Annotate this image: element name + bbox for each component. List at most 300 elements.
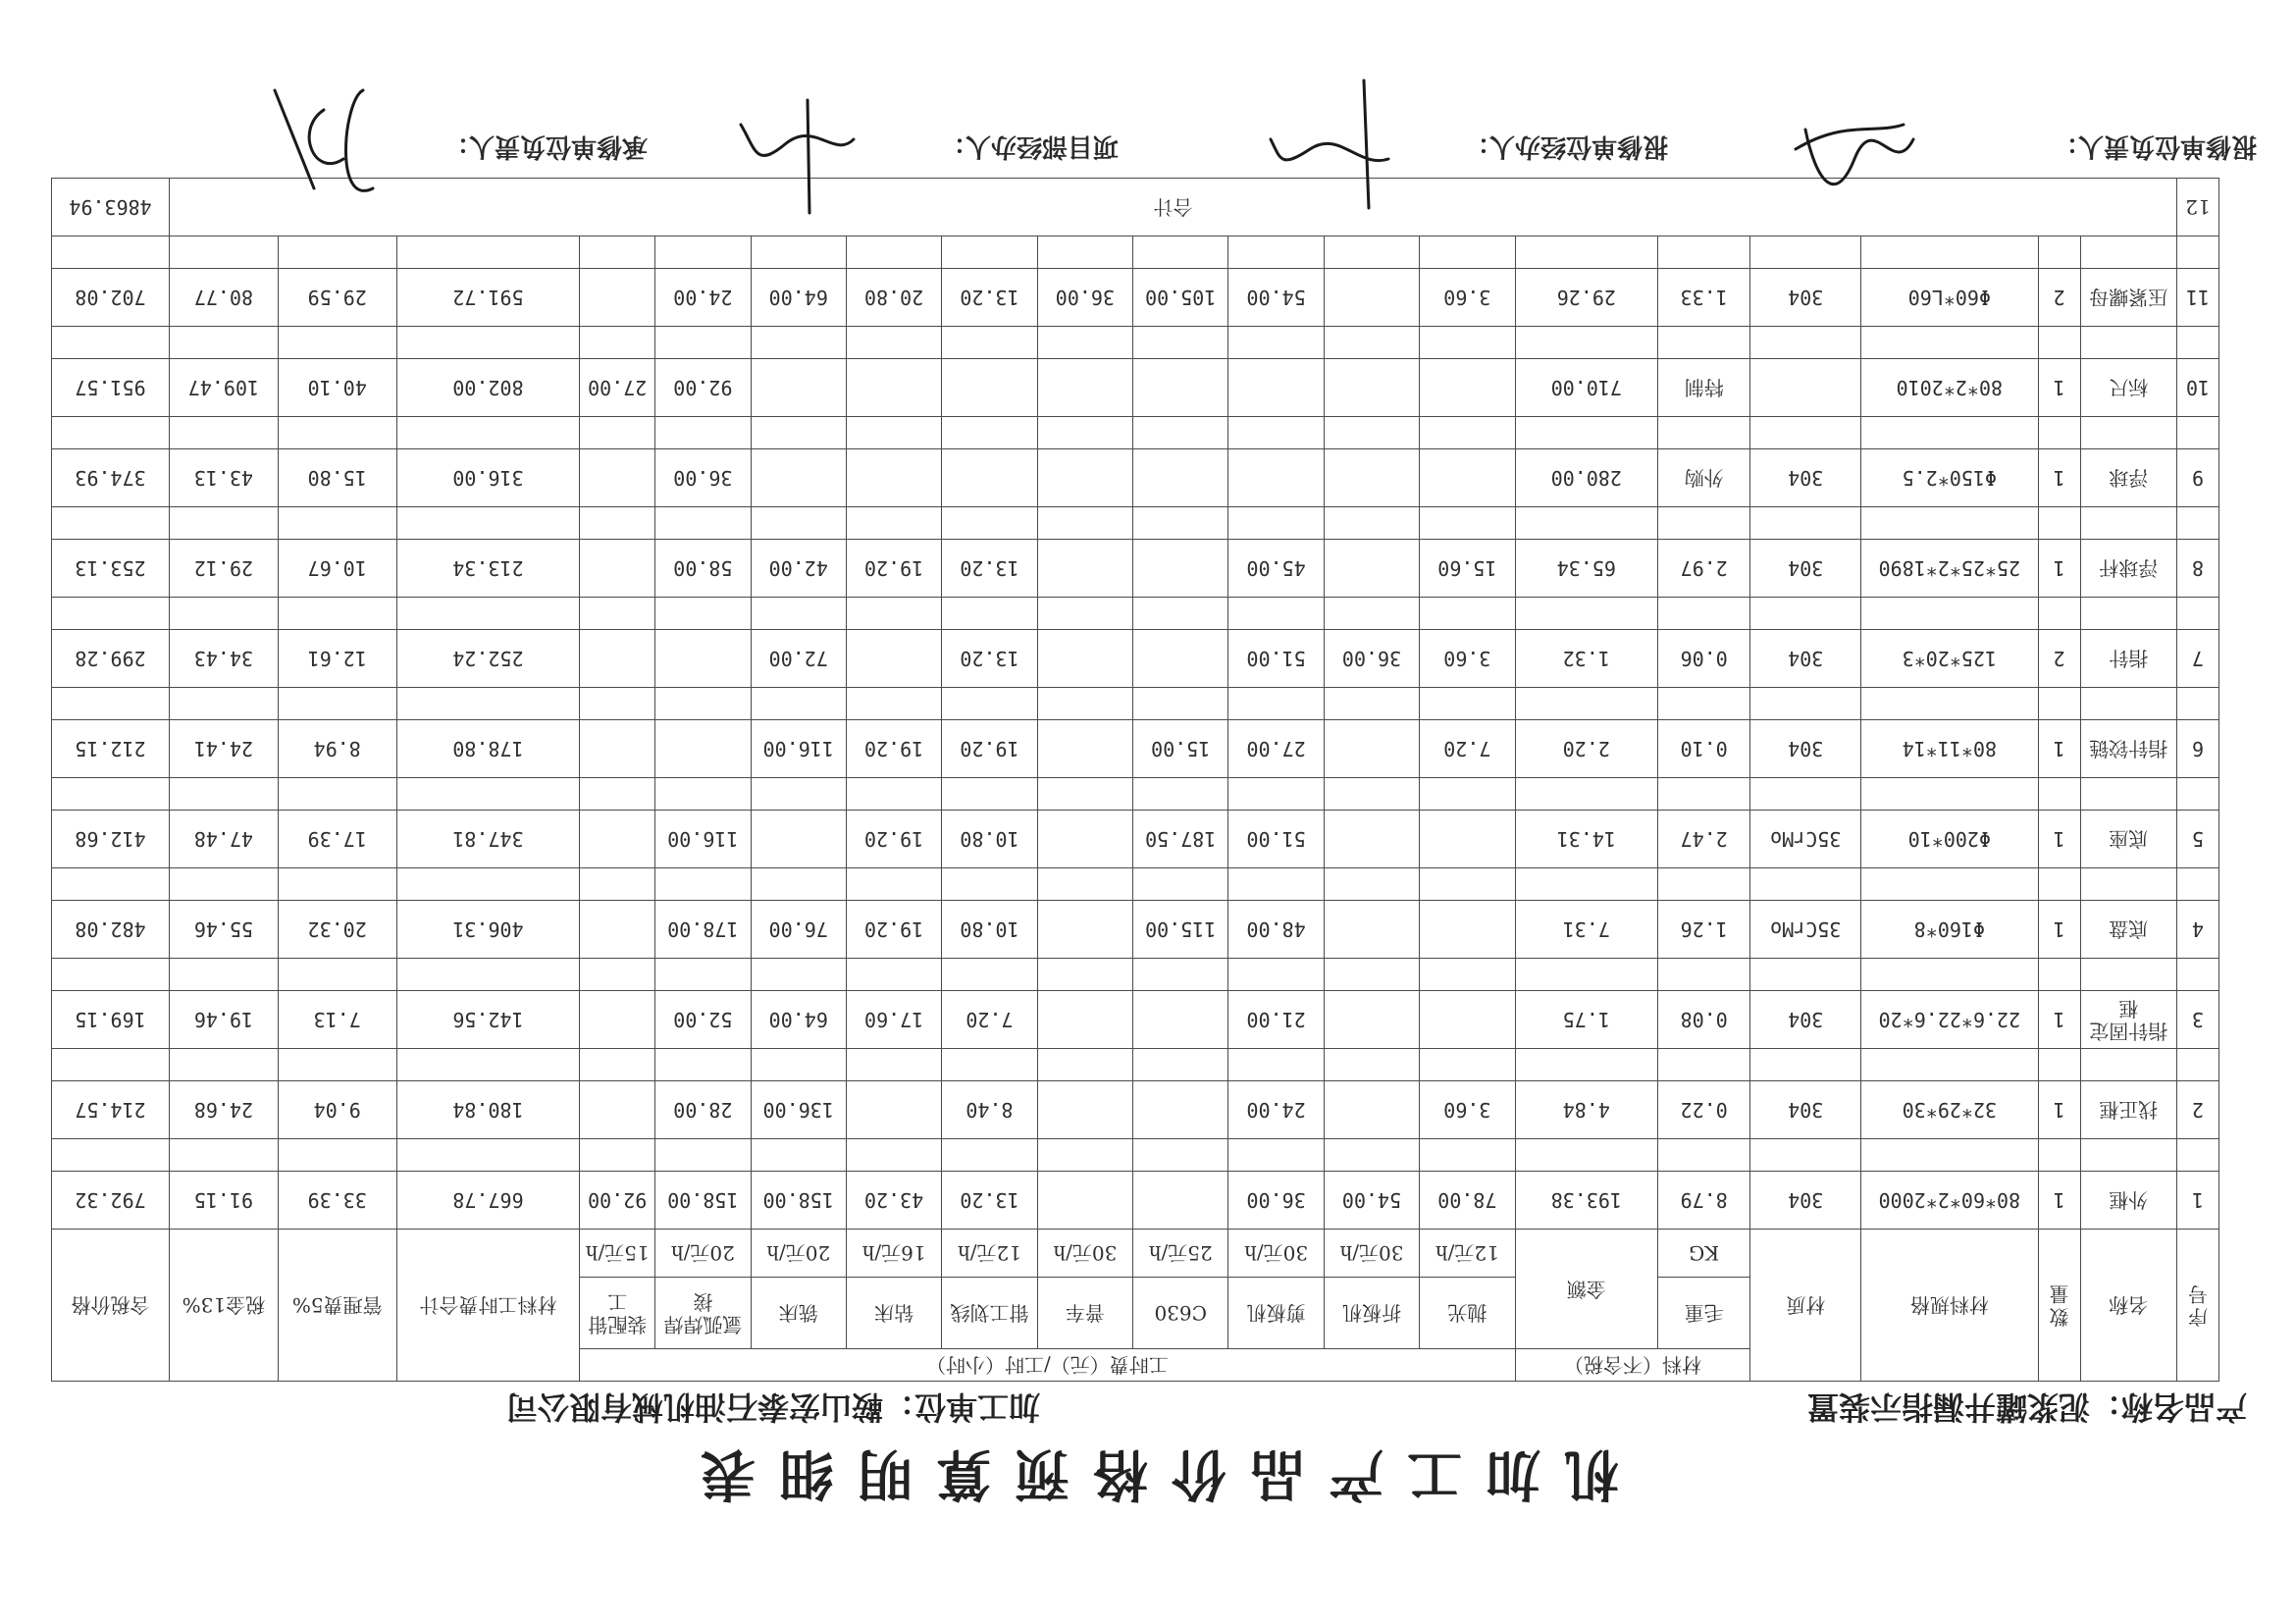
spacer-cell [1228,778,1324,811]
total-row-label: 合计 [170,179,2177,236]
row-process-cost [580,269,655,327]
row-subtotal: 316.00 [396,449,580,507]
spacer-cell [1515,236,1658,269]
header-process-name: 铣床 [751,1278,846,1349]
spacer-cell [2080,1139,2176,1172]
table-spacer-row [52,959,2219,991]
row-process-cost [1324,901,1419,959]
header-tax: 税金13% [170,1230,279,1382]
spacer-cell [2038,778,2080,811]
spacer-cell [1037,507,1132,540]
row-mgmt-fee: 17.39 [278,811,396,868]
row-process-cost [1133,1081,1228,1139]
row-amount: 280.00 [1515,449,1658,507]
spacer-cell [942,327,1037,359]
spacer-cell [2080,236,2176,269]
spacer-cell [170,598,279,630]
row-mgmt-fee: 20.32 [278,901,396,959]
row-process-cost [580,630,655,688]
row-total-price: 412.68 [52,811,170,868]
spacer-cell [1037,327,1132,359]
spacer-cell [52,688,170,720]
table-spacer-row [52,1049,2219,1081]
row-process-cost: 158.00 [751,1172,846,1230]
row-process-cost [1324,449,1419,507]
page-title: 机加工产品价格预算明细表 [677,1441,1619,1506]
row-process-cost [655,720,751,778]
spacer-cell [1515,507,1658,540]
spacer-cell [170,1049,279,1081]
row-subtotal: 142.56 [396,991,580,1049]
price-budget-table [51,178,2219,1382]
row-seq: 10 [2176,359,2218,417]
table-spacer-row [52,868,2219,901]
product-name-label: 产品名称：泥浆罐井漏指示装置 [1806,1388,2247,1426]
row-mgmt-fee: 9.04 [278,1081,396,1139]
row-process-cost: 19.20 [846,811,941,868]
spacer-cell [580,1139,655,1172]
spacer-cell [1037,417,1132,449]
spacer-cell [942,778,1037,811]
spacer-cell [1658,417,1750,449]
row-mgmt-fee: 8.94 [278,720,396,778]
spacer-cell [52,959,170,991]
header-subtotal: 材料工时费合计 [396,1230,580,1382]
spacer-cell [1750,327,1861,359]
row-process-cost: 48.00 [1228,901,1324,959]
spacer-cell [2080,778,2176,811]
spacer-cell [1750,868,1861,901]
row-weight: 0.22 [1658,1081,1750,1139]
spacer-cell [580,507,655,540]
row-process-cost [751,811,846,868]
row-process-cost: 58.00 [655,540,751,598]
spacer-cell [1861,868,2038,901]
row-process-cost [1420,901,1515,959]
spacer-cell [1861,688,2038,720]
row-spec: 125*20*3 [1861,630,2038,688]
row-weight: 0.06 [1658,630,1750,688]
row-material: 304 [1750,449,1861,507]
row-process-cost [1324,991,1419,1049]
row-qty: 1 [2038,1081,2080,1139]
row-amount: 4.84 [1515,1081,1658,1139]
row-process-cost [1133,359,1228,417]
spacer-cell [580,417,655,449]
table-row [52,1172,2219,1230]
spacer-cell [278,507,396,540]
row-spec: 80*11*14 [1861,720,2038,778]
spacer-cell [751,598,846,630]
row-process-cost [846,449,941,507]
row-tax: 43.13 [170,449,279,507]
spacer-cell [580,1049,655,1081]
spacer-cell [1420,598,1515,630]
row-mgmt-fee: 33.39 [278,1172,396,1230]
spacer-cell [2176,1049,2218,1081]
row-name: 底盘 [2080,901,2176,959]
spacer-cell [1750,1139,1861,1172]
row-process-cost: 36.00 [1324,630,1419,688]
row-seq: 3 [2176,991,2218,1049]
row-process-cost: 27.00 [580,359,655,417]
row-spec: 25*25*2*1890 [1861,540,2038,598]
row-process-cost [751,449,846,507]
row-seq: 6 [2176,720,2218,778]
spacer-cell [846,1049,941,1081]
spacer-cell [1324,1049,1419,1081]
row-process-cost: 17.60 [846,991,941,1049]
row-qty: 1 [2038,901,2080,959]
spacer-cell [1750,778,1861,811]
row-amount: 2.20 [1515,720,1658,778]
spacer-cell [751,1049,846,1081]
spacer-cell [170,327,279,359]
spacer-cell [1133,1139,1228,1172]
row-process-cost: 15.00 [1133,720,1228,778]
spacer-cell [1133,327,1228,359]
spacer-cell [1133,598,1228,630]
table-row [52,449,2219,507]
spacer-cell [1750,959,1861,991]
spacer-cell [2080,417,2176,449]
spacer-cell [846,868,941,901]
row-qty: 1 [2038,720,2080,778]
spacer-cell [278,868,396,901]
row-seq: 1 [2176,1172,2218,1230]
spacer-cell [396,417,580,449]
spacer-cell [52,778,170,811]
row-subtotal: 802.00 [396,359,580,417]
spacer-cell [1515,417,1658,449]
row-mgmt-fee: 12.61 [278,630,396,688]
row-process-cost [1133,991,1228,1049]
row-subtotal: 180.84 [396,1081,580,1139]
row-process-cost [580,540,655,598]
table-row [52,540,2219,598]
spacer-cell [1228,868,1324,901]
row-total-price: 374.93 [52,449,170,507]
spacer-cell [2176,868,2218,901]
table-row [52,991,2219,1049]
row-tax: 29.12 [170,540,279,598]
row-tax: 34.43 [170,630,279,688]
spacer-cell [942,1049,1037,1081]
row-total-price: 482.08 [52,901,170,959]
total-row-seq: 12 [2176,179,2218,236]
spacer-cell [1133,778,1228,811]
row-process-cost: 21.00 [1228,991,1324,1049]
row-process-cost: 7.20 [1420,720,1515,778]
spacer-cell [52,868,170,901]
row-seq: 4 [2176,901,2218,959]
spacer-cell [846,507,941,540]
spacer-cell [1420,1139,1515,1172]
table-spacer-row [52,598,2219,630]
spacer-cell [1228,236,1324,269]
spacer-cell [1420,327,1515,359]
spacer-cell [1750,417,1861,449]
row-material: 304 [1750,269,1861,327]
row-seq: 5 [2176,811,2218,868]
signature-label: 项目部经办人： [939,131,1119,161]
spacer-cell [2038,959,2080,991]
spacer-cell [1324,236,1419,269]
spacer-cell [751,688,846,720]
row-process-cost: 105.00 [1133,269,1228,327]
spacer-cell [1515,959,1658,991]
row-process-cost: 7.20 [942,991,1037,1049]
spacer-cell [1324,688,1419,720]
row-process-cost [1133,1172,1228,1230]
table-row [52,811,2219,868]
table-row [52,901,2219,959]
spacer-cell [1515,1139,1658,1172]
spacer-cell [170,1139,279,1172]
row-name: 底座 [2080,811,2176,868]
spacer-cell [1133,868,1228,901]
row-process-cost: 51.00 [1228,811,1324,868]
table-spacer-row [52,688,2219,720]
header-process-name: 普车 [1037,1278,1132,1349]
spacer-cell [1420,778,1515,811]
spacer-cell [1420,507,1515,540]
row-process-cost: 72.00 [751,630,846,688]
row-process-cost [942,359,1037,417]
row-name: 标尺 [2080,359,2176,417]
spacer-cell [170,778,279,811]
spacer-cell [1133,1049,1228,1081]
spacer-cell [278,417,396,449]
spacer-cell [2176,688,2218,720]
row-weight: 2.97 [1658,540,1750,598]
spacer-cell [846,236,941,269]
row-process-cost [1324,359,1419,417]
row-process-cost [1324,811,1419,868]
header-process-name: 剪板机 [1228,1278,1324,1349]
row-name: 外框 [2080,1172,2176,1230]
spacer-cell [1037,959,1132,991]
spacer-cell [580,778,655,811]
spacer-cell [1515,1049,1658,1081]
row-process-cost [580,811,655,868]
row-process-cost [1228,449,1324,507]
row-process-cost: 27.00 [1228,720,1324,778]
row-process-cost [1420,449,1515,507]
header-process-name: 抛光 [1420,1278,1515,1349]
spacer-cell [751,507,846,540]
spacer-cell [655,1049,751,1081]
row-amount: 14.31 [1515,811,1658,868]
row-mgmt-fee: 29.59 [278,269,396,327]
spacer-cell [2176,598,2218,630]
row-process-cost [1037,540,1132,598]
header-labor-group: 工时费（元）/工时（小时） [580,1349,1515,1382]
row-process-cost: 13.20 [942,1172,1037,1230]
row-process-cost [1324,720,1419,778]
spacer-cell [2176,1139,2218,1172]
row-weight: 1.26 [1658,901,1750,959]
row-process-cost [1133,449,1228,507]
spacer-cell [396,1049,580,1081]
row-process-cost: 64.00 [751,991,846,1049]
row-material [1750,359,1861,417]
spacer-cell [1037,778,1132,811]
row-process-cost: 52.00 [655,991,751,1049]
header-material: 材质 [1750,1230,1861,1382]
row-process-cost: 36.00 [1037,269,1132,327]
spacer-cell [2038,598,2080,630]
row-amount: 710.00 [1515,359,1658,417]
row-process-cost [1420,359,1515,417]
row-process-cost [1037,1172,1132,1230]
row-material: 304 [1750,720,1861,778]
row-process-cost: 24.00 [655,269,751,327]
row-amount: 193.38 [1515,1172,1658,1230]
spacer-cell [1228,598,1324,630]
spacer-cell [2176,236,2218,269]
row-tax: 91.15 [170,1172,279,1230]
spacer-cell [1861,236,2038,269]
spacer-cell [580,868,655,901]
spacer-cell [1658,1049,1750,1081]
spacer-cell [2038,236,2080,269]
row-process-cost [1037,991,1132,1049]
spacer-cell [1658,959,1750,991]
spacer-cell [396,327,580,359]
header-process-name: 钻床 [846,1278,941,1349]
header-process-rate: 15元/h [580,1230,655,1278]
header-qty: 数量 [2038,1230,2080,1382]
spacer-cell [396,236,580,269]
row-tax: 24.68 [170,1081,279,1139]
row-seq: 11 [2176,269,2218,327]
spacer-cell [2176,327,2218,359]
row-process-cost: 19.20 [942,720,1037,778]
spacer-cell [2038,507,2080,540]
row-process-cost: 116.00 [751,720,846,778]
spacer-cell [1658,598,1750,630]
row-qty: 1 [2038,359,2080,417]
row-total-price: 212.15 [52,720,170,778]
spacer-cell [751,417,846,449]
spacer-cell [1420,959,1515,991]
row-subtotal: 667.78 [396,1172,580,1230]
spacer-cell [1324,868,1419,901]
spacer-cell [1658,236,1750,269]
spacer-cell [655,236,751,269]
row-amount: 7.31 [1515,901,1658,959]
spacer-cell [2080,688,2176,720]
row-weight: 8.79 [1658,1172,1750,1230]
spacer-cell [2038,327,2080,359]
spacer-cell [942,1139,1037,1172]
spacer-cell [1324,778,1419,811]
row-material: 35CrMo [1750,901,1861,959]
row-process-cost: 20.80 [846,269,941,327]
signature-label: 报修单位负责人： [2052,131,2257,161]
spacer-cell [1420,868,1515,901]
header-process-name: 钳工划线 [942,1278,1037,1349]
spacer-cell [655,507,751,540]
row-process-cost: 136.00 [751,1081,846,1139]
spacer-cell [170,868,279,901]
header-total-price: 含税价格 [52,1230,170,1382]
spacer-cell [1324,507,1419,540]
row-process-cost [1324,1081,1419,1139]
row-tax: 80.77 [170,269,279,327]
spacer-cell [1420,1049,1515,1081]
spacer-cell [580,236,655,269]
header-process-rate: 12元/h [942,1230,1037,1278]
row-seq: 2 [2176,1081,2218,1139]
spacer-cell [278,236,396,269]
table-row [52,1081,2219,1139]
row-material: 35CrMo [1750,811,1861,868]
row-subtotal: 252.24 [396,630,580,688]
row-name: 浮球 [2080,449,2176,507]
spacer-cell [942,507,1037,540]
row-mgmt-fee: 15.80 [278,449,396,507]
row-qty: 1 [2038,449,2080,507]
row-tax: 55.46 [170,901,279,959]
spacer-cell [1861,778,2038,811]
row-amount: 1.75 [1515,991,1658,1049]
spacer-cell [1037,236,1132,269]
spacer-cell [942,868,1037,901]
spacer-cell [396,507,580,540]
spacer-cell [1750,1049,1861,1081]
spacer-cell [942,688,1037,720]
spacer-cell [2176,507,2218,540]
row-process-cost: 51.00 [1228,630,1324,688]
row-qty: 1 [2038,991,2080,1049]
row-spec: 80*2*2010 [1861,359,2038,417]
header-process-rate: 20元/h [751,1230,846,1278]
spacer-cell [1658,688,1750,720]
header-process-rate: 20元/h [655,1230,751,1278]
row-weight: 特制 [1658,359,1750,417]
row-process-cost: 19.20 [846,901,941,959]
spacer-cell [1324,959,1419,991]
table-spacer-row [52,236,2219,269]
row-material: 304 [1750,630,1861,688]
spacer-cell [170,236,279,269]
row-total-price: 299.28 [52,630,170,688]
row-weight: 2.47 [1658,811,1750,868]
row-tax: 24.41 [170,720,279,778]
row-process-cost [580,991,655,1049]
spacer-cell [942,959,1037,991]
spacer-cell [1658,327,1750,359]
row-process-cost: 178.00 [655,901,751,959]
row-process-cost: 187.50 [1133,811,1228,868]
spacer-cell [751,959,846,991]
header-name: 名称 [2080,1230,2176,1382]
row-process-cost [655,630,751,688]
row-mgmt-fee: 10.67 [278,540,396,598]
spacer-cell [1750,507,1861,540]
row-seq: 8 [2176,540,2218,598]
spacer-cell [2080,507,2176,540]
spacer-cell [1515,868,1658,901]
row-spec: Φ200*10 [1861,811,2038,868]
row-subtotal: 213.34 [396,540,580,598]
row-spec: Φ160*8 [1861,901,2038,959]
header-process-rate: 30元/h [1324,1230,1419,1278]
spacer-cell [396,868,580,901]
spacer-cell [1420,236,1515,269]
